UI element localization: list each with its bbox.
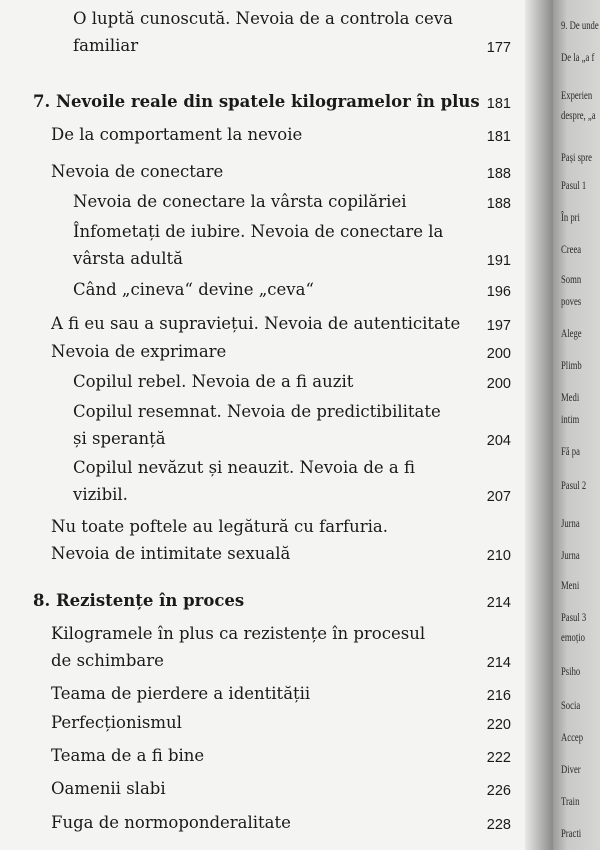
right-page-line: Diver <box>561 762 581 776</box>
toc-entry-text: O luptă cunoscută. Nevoia de a controla ceva <box>73 9 453 28</box>
page-number: 214 <box>486 595 511 611</box>
page-number: 222 <box>486 750 511 766</box>
right-page-line: De la „a f <box>561 50 595 64</box>
right-page-line: emoțio <box>561 630 585 644</box>
page-number: 210 <box>486 548 511 564</box>
right-page-line: intim <box>561 412 580 426</box>
right-page-line: Somn <box>561 272 582 286</box>
right-page-line: despre, „a <box>561 108 596 122</box>
right-page-line: Jurna <box>561 548 580 562</box>
right-page-line: Accep <box>561 730 584 744</box>
right-page-line: Fă pa <box>561 444 580 458</box>
toc-entry-text: Kilogramele în plus ca rezistențe în procesul <box>51 624 426 643</box>
right-page-line: Socia <box>561 698 581 712</box>
right-page-line: Alege <box>561 326 582 340</box>
toc-entry-text: familiar <box>73 36 139 55</box>
toc-entry-text: Nu toate poftele au legătură cu farfuria. <box>51 517 388 536</box>
toc-entry-text: Înfometați de iubire. Nevoia de conectare la <box>73 222 444 241</box>
page-number: 228 <box>486 817 511 833</box>
page-number: 181 <box>486 129 511 145</box>
right-page-line: 9. De unde <box>561 18 599 32</box>
toc-entry-text: Teama de a fi bine <box>51 746 205 765</box>
toc-entry-text: De la comportament la nevoie <box>51 125 303 144</box>
toc-entry-text: Când „cineva“ devine „ceva“ <box>73 280 314 299</box>
toc-entry-text: Copilul rebel. Nevoia de a fi auzit <box>73 372 354 391</box>
right-page <box>553 0 600 850</box>
page-number: 196 <box>486 284 511 300</box>
toc-entry-text: Teama de pierdere a identității <box>51 684 311 703</box>
page-number: 216 <box>486 688 511 704</box>
toc-entry-text: A fi eu sau a supraviețui. Nevoia de autenticitate <box>51 314 461 333</box>
page-number: 181 <box>486 96 511 112</box>
toc-entry-text: Perfecționismul <box>51 713 182 732</box>
right-page-line: Pasul 2 <box>561 478 587 492</box>
right-page-line: Meni <box>561 578 580 592</box>
book-gutter <box>525 0 553 850</box>
right-page-line: Pași spre <box>561 150 592 164</box>
toc-entry-text: și speranță <box>73 429 166 448</box>
toc-entry-text: de schimbare <box>51 651 164 670</box>
toc-entry-text: Fuga de normoponderalitate <box>51 813 291 832</box>
toc-entry-text: Copilul nevăzut și neauzit. Nevoia de a fi <box>73 458 415 477</box>
page-number: 197 <box>486 318 511 334</box>
right-page-line: Practi <box>561 826 582 840</box>
right-page-line: Pasul 3 <box>561 610 587 624</box>
toc-entry-text: Oamenii slabi <box>51 779 166 798</box>
page-number: 214 <box>486 655 511 671</box>
page-number: 191 <box>486 253 511 269</box>
page-number: 200 <box>486 376 511 392</box>
right-page-line: Train <box>561 794 580 808</box>
toc-entry-text: Nevoia de intimitate sexuală <box>51 544 291 563</box>
right-page-line: Jurna <box>561 516 580 530</box>
page-number: 220 <box>486 717 511 733</box>
chapter-title: 8. Rezistențe în proces <box>33 591 245 610</box>
right-page-line: În pri <box>561 210 580 224</box>
page-number: 188 <box>486 166 511 182</box>
toc-entry-text: Nevoia de conectare <box>51 162 224 181</box>
toc-entry-text: Nevoia de conectare la vârsta copilăriei <box>73 192 407 211</box>
toc-entry-text: vârsta adultă <box>73 249 183 268</box>
page-number: 204 <box>486 433 511 449</box>
right-page-line: Psiho <box>561 664 581 678</box>
right-page-line: Plimb <box>561 358 582 372</box>
chapter-title: 7. Nevoile reale din spatele kilogramelor în plus <box>33 92 480 111</box>
page-number: 226 <box>486 783 511 799</box>
toc-entry-text: vizibil. <box>73 485 128 504</box>
page-number: 188 <box>486 196 511 212</box>
right-page-line: Pasul 1 <box>561 178 587 192</box>
page-number: 177 <box>486 40 511 56</box>
toc-entry-text: Nevoia de exprimare <box>51 342 227 361</box>
right-page-line: Experien <box>561 88 593 102</box>
right-page-line: Creea <box>561 242 582 256</box>
page-number: 200 <box>486 346 511 362</box>
right-page-line: poves <box>561 294 582 308</box>
right-page-line: Medi <box>561 390 580 404</box>
toc-entry-text: Copilul resemnat. Nevoia de predictibilitate <box>73 402 441 421</box>
page-number: 207 <box>486 489 511 505</box>
